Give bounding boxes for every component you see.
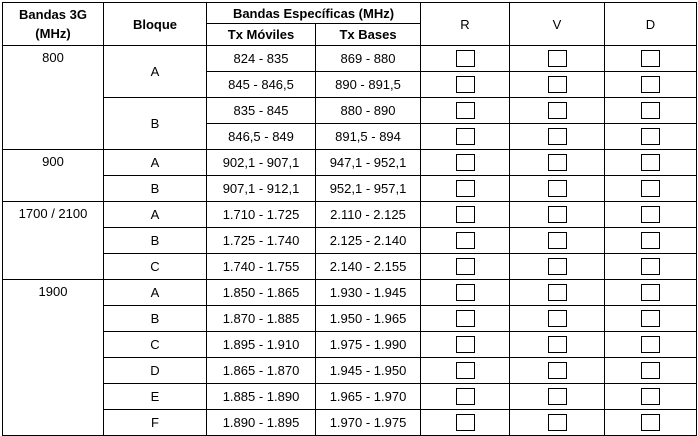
band-cell: 1700 / 2100 bbox=[3, 202, 104, 280]
tx-mobile-cell: 1.890 - 1.895 bbox=[207, 410, 316, 436]
table-row bbox=[3, 176, 697, 202]
header-specific-bands: Bandas Específicas (MHz) bbox=[207, 3, 421, 24]
checkbox-v[interactable] bbox=[548, 362, 567, 379]
checkbox-cell-r bbox=[421, 150, 510, 176]
checkbox-cell-d bbox=[605, 280, 697, 306]
checkbox-v[interactable] bbox=[548, 206, 567, 223]
checkbox-cell-r bbox=[421, 280, 510, 306]
checkbox-cell-r bbox=[421, 254, 510, 280]
table-row bbox=[3, 306, 697, 332]
checkbox-r[interactable] bbox=[456, 284, 475, 301]
checkbox-v[interactable] bbox=[548, 232, 567, 249]
tx-base-cell: 890 - 891,5 bbox=[316, 72, 421, 98]
table-row bbox=[3, 280, 697, 306]
block-cell: C bbox=[104, 332, 207, 358]
checkbox-cell-v bbox=[510, 124, 605, 150]
tx-mobile-cell: 902,1 - 907,1 bbox=[207, 150, 316, 176]
tx-base-cell: 880 - 890 bbox=[316, 98, 421, 124]
checkbox-r[interactable] bbox=[456, 414, 475, 431]
tx-mobile-cell: 1.725 - 1.740 bbox=[207, 228, 316, 254]
block-cell: A bbox=[104, 150, 207, 176]
table-row bbox=[3, 150, 697, 176]
checkbox-v[interactable] bbox=[548, 102, 567, 119]
block-cell: A bbox=[104, 280, 207, 306]
tx-base-cell: 2.140 - 2.155 bbox=[316, 254, 421, 280]
checkbox-r[interactable] bbox=[456, 102, 475, 119]
tx-mobile-cell: 1.740 - 1.755 bbox=[207, 254, 316, 280]
checkbox-cell-d bbox=[605, 384, 697, 410]
checkbox-cell-r bbox=[421, 72, 510, 98]
table-row bbox=[3, 98, 697, 124]
tx-base-cell: 2.110 - 2.125 bbox=[316, 202, 421, 228]
tx-mobile-cell: 907,1 - 912,1 bbox=[207, 176, 316, 202]
checkbox-r[interactable] bbox=[456, 50, 475, 67]
block-cell: B bbox=[104, 176, 207, 202]
block-cell: B bbox=[104, 98, 207, 150]
block-cell: D bbox=[104, 358, 207, 384]
checkbox-cell-d bbox=[605, 72, 697, 98]
header-d: D bbox=[605, 3, 697, 46]
checkbox-cell-r bbox=[421, 124, 510, 150]
checkbox-cell-r bbox=[421, 410, 510, 436]
checkbox-cell-d bbox=[605, 176, 697, 202]
band-cell: 900 bbox=[3, 150, 104, 202]
checkbox-cell-v bbox=[510, 254, 605, 280]
checkbox-cell-v bbox=[510, 202, 605, 228]
checkbox-cell-v bbox=[510, 384, 605, 410]
checkbox-cell-v bbox=[510, 228, 605, 254]
checkbox-cell-r bbox=[421, 202, 510, 228]
header-tx-mobile: Tx Móviles bbox=[207, 24, 316, 46]
block-cell: B bbox=[104, 306, 207, 332]
tx-base-cell: 869 - 880 bbox=[316, 46, 421, 72]
table-row bbox=[3, 358, 697, 384]
checkbox-cell-d bbox=[605, 98, 697, 124]
checkbox-r[interactable] bbox=[456, 362, 475, 379]
tx-mobile-cell: 1.865 - 1.870 bbox=[207, 358, 316, 384]
checkbox-d[interactable] bbox=[641, 180, 660, 197]
tx-mobile-cell: 846,5 - 849 bbox=[207, 124, 316, 150]
checkbox-d[interactable] bbox=[641, 232, 660, 249]
checkbox-cell-v bbox=[510, 46, 605, 72]
block-cell: E bbox=[104, 384, 207, 410]
tx-mobile-cell: 845 - 846,5 bbox=[207, 72, 316, 98]
tx-mobile-cell: 1.710 - 1.725 bbox=[207, 202, 316, 228]
tx-base-cell: 1.970 - 1.975 bbox=[316, 410, 421, 436]
block-cell: A bbox=[104, 202, 207, 228]
checkbox-cell-d bbox=[605, 332, 697, 358]
frequency-bands-table bbox=[2, 2, 697, 436]
header-block: Bloque bbox=[104, 3, 207, 46]
checkbox-cell-r bbox=[421, 358, 510, 384]
checkbox-cell-r bbox=[421, 332, 510, 358]
checkbox-r[interactable] bbox=[456, 310, 475, 327]
checkbox-cell-r bbox=[421, 306, 510, 332]
checkbox-cell-d bbox=[605, 358, 697, 384]
tx-base-cell: 952,1 - 957,1 bbox=[316, 176, 421, 202]
block-cell: A bbox=[104, 46, 207, 98]
checkbox-v[interactable] bbox=[548, 258, 567, 275]
tx-base-cell: 891,5 - 894 bbox=[316, 124, 421, 150]
checkbox-r[interactable] bbox=[456, 180, 475, 197]
checkbox-cell-d bbox=[605, 306, 697, 332]
checkbox-v[interactable] bbox=[548, 336, 567, 353]
block-cell: F bbox=[104, 410, 207, 436]
checkbox-v[interactable] bbox=[548, 388, 567, 405]
checkbox-cell-v bbox=[510, 72, 605, 98]
block-cell: B bbox=[104, 228, 207, 254]
checkbox-d[interactable] bbox=[641, 336, 660, 353]
checkbox-r[interactable] bbox=[456, 388, 475, 405]
checkbox-d[interactable] bbox=[641, 414, 660, 431]
checkbox-cell-r bbox=[421, 228, 510, 254]
checkbox-cell-v bbox=[510, 306, 605, 332]
checkbox-cell-v bbox=[510, 150, 605, 176]
checkbox-cell-v bbox=[510, 98, 605, 124]
checkbox-cell-d bbox=[605, 410, 697, 436]
tx-base-cell: 1.965 - 1.970 bbox=[316, 384, 421, 410]
tx-mobile-cell: 1.895 - 1.910 bbox=[207, 332, 316, 358]
table-row bbox=[3, 410, 697, 436]
checkbox-r[interactable] bbox=[456, 76, 475, 93]
checkbox-v[interactable] bbox=[548, 180, 567, 197]
table-row bbox=[3, 202, 697, 228]
checkbox-v[interactable] bbox=[548, 414, 567, 431]
checkbox-r[interactable] bbox=[456, 206, 475, 223]
tx-base-cell: 2.125 - 2.140 bbox=[316, 228, 421, 254]
checkbox-cell-r bbox=[421, 98, 510, 124]
checkbox-d[interactable] bbox=[641, 102, 660, 119]
block-cell: C bbox=[104, 254, 207, 280]
header-band: Bandas 3G (MHz) bbox=[3, 3, 104, 46]
checkbox-d[interactable] bbox=[641, 284, 660, 301]
checkbox-v[interactable] bbox=[548, 50, 567, 67]
header-v: V bbox=[510, 3, 605, 46]
table-row bbox=[3, 254, 697, 280]
tx-mobile-cell: 824 - 835 bbox=[207, 46, 316, 72]
tx-base-cell: 947,1 - 952,1 bbox=[316, 150, 421, 176]
header-r: R bbox=[421, 3, 510, 46]
tx-base-cell: 1.930 - 1.945 bbox=[316, 280, 421, 306]
table-row bbox=[3, 332, 697, 358]
checkbox-cell-v bbox=[510, 176, 605, 202]
checkbox-cell-v bbox=[510, 280, 605, 306]
checkbox-cell-d bbox=[605, 228, 697, 254]
checkbox-cell-r bbox=[421, 384, 510, 410]
checkbox-r[interactable] bbox=[456, 154, 475, 171]
band-cell: 800 bbox=[3, 46, 104, 150]
checkbox-d[interactable] bbox=[641, 388, 660, 405]
tx-mobile-cell: 835 - 845 bbox=[207, 98, 316, 124]
checkbox-cell-d bbox=[605, 150, 697, 176]
tx-base-cell: 1.950 - 1.965 bbox=[316, 306, 421, 332]
band-cell: 1900 bbox=[3, 280, 104, 436]
checkbox-cell-v bbox=[510, 332, 605, 358]
table-body bbox=[3, 46, 697, 436]
checkbox-d[interactable] bbox=[641, 206, 660, 223]
table-row bbox=[3, 228, 697, 254]
checkbox-v[interactable] bbox=[548, 154, 567, 171]
tx-base-cell: 1.945 - 1.950 bbox=[316, 358, 421, 384]
checkbox-d[interactable] bbox=[641, 362, 660, 379]
checkbox-v[interactable] bbox=[548, 128, 567, 145]
checkbox-cell-v bbox=[510, 410, 605, 436]
checkbox-v[interactable] bbox=[548, 284, 567, 301]
checkbox-r[interactable] bbox=[456, 128, 475, 145]
checkbox-cell-d bbox=[605, 124, 697, 150]
tx-mobile-cell: 1.850 - 1.865 bbox=[207, 280, 316, 306]
table-row bbox=[3, 46, 697, 72]
tx-base-cell: 1.975 - 1.990 bbox=[316, 332, 421, 358]
checkbox-d[interactable] bbox=[641, 310, 660, 327]
checkbox-cell-d bbox=[605, 254, 697, 280]
checkbox-r[interactable] bbox=[456, 336, 475, 353]
table-row bbox=[3, 384, 697, 410]
tx-mobile-cell: 1.885 - 1.890 bbox=[207, 384, 316, 410]
checkbox-d[interactable] bbox=[641, 258, 660, 275]
checkbox-d[interactable] bbox=[641, 50, 660, 67]
checkbox-cell-r bbox=[421, 46, 510, 72]
checkbox-d[interactable] bbox=[641, 154, 660, 171]
header-tx-base: Tx Bases bbox=[316, 24, 421, 46]
checkbox-d[interactable] bbox=[641, 76, 660, 93]
checkbox-v[interactable] bbox=[548, 76, 567, 93]
checkbox-cell-r bbox=[421, 176, 510, 202]
checkbox-d[interactable] bbox=[641, 128, 660, 145]
checkbox-v[interactable] bbox=[548, 310, 567, 327]
checkbox-cell-v bbox=[510, 358, 605, 384]
checkbox-cell-d bbox=[605, 46, 697, 72]
tx-mobile-cell: 1.870 - 1.885 bbox=[207, 306, 316, 332]
checkbox-r[interactable] bbox=[456, 232, 475, 249]
checkbox-cell-d bbox=[605, 202, 697, 228]
checkbox-r[interactable] bbox=[456, 258, 475, 275]
